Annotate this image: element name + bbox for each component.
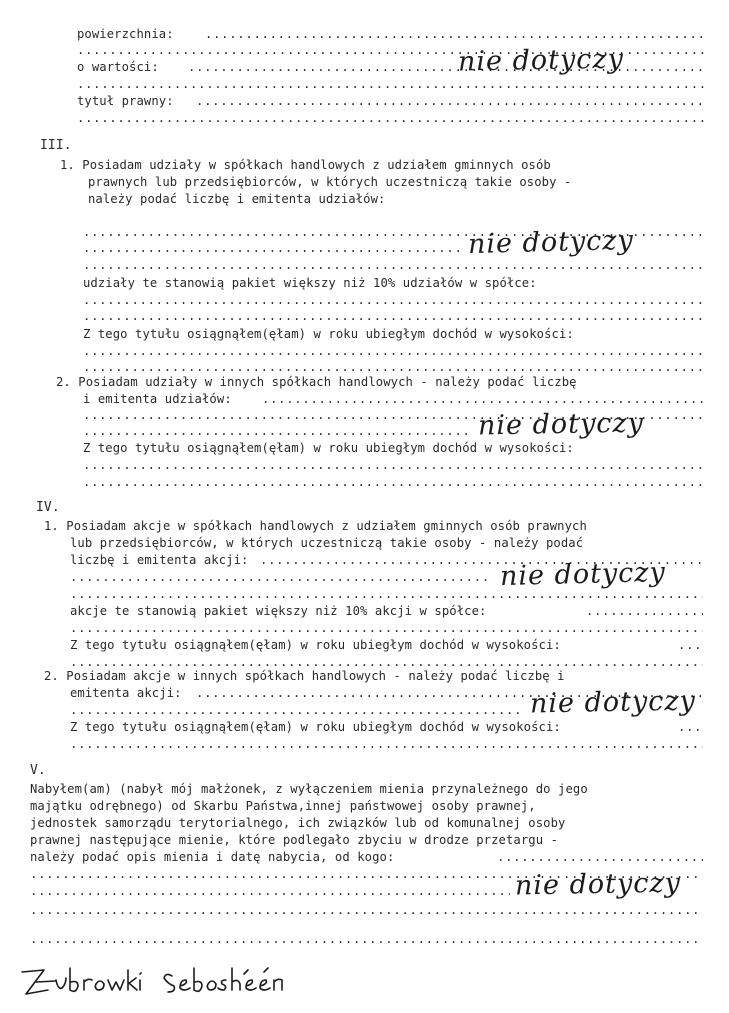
- iv-item1-dots-3: [70, 586, 703, 602]
- handwritten-answer-iv-1: nie dotyczy: [499, 556, 667, 593]
- v-dots-1: [497, 849, 703, 865]
- iv-item1-dots-2: [70, 569, 490, 585]
- iv-item1-stake-label: akcje te stanowią pakiet większy niż 10% akcji w spółce:: [70, 604, 487, 618]
- iv-item1-income-label: Z tego tytułu osiągnąłem(ęłam) w roku ubiegłym dochód w wysokości:: [70, 638, 561, 652]
- handwritten-answer-iii-1: nie dotyczy: [467, 224, 635, 261]
- iii-item1-dots-6: [83, 343, 703, 359]
- iv-item2-dots-3: [678, 719, 703, 735]
- value-dots-2: [77, 76, 705, 92]
- iv-item1-dots-4: [586, 603, 703, 619]
- legal-title-label: tytuł prawny:: [77, 94, 174, 108]
- handwritten-answer-iv-2: nie dotyczy: [529, 685, 697, 720]
- v-dots-4: [30, 902, 703, 918]
- iii-item2-line2: i emitenta udziałów:: [83, 392, 232, 406]
- handwritten-answer-iii-2: nie dotyczy: [477, 407, 645, 442]
- v-line3: jednostek samorządu terytorialnego, ich związków lub od komunalnej osoby: [30, 816, 566, 830]
- v-line5: należy podać opis mienia i datę nabycia, od kogo:: [30, 850, 395, 864]
- iii-item2-dots-1: [262, 391, 703, 407]
- iv-item1-line1: 1. Posiadam akcje w spółkach handlowych z udziałem gminnych osób prawnych: [44, 519, 587, 533]
- v-line4: prawnej następujące mienie, które podlegało zbyciu w drodze przetargu -: [30, 833, 559, 847]
- iii-item1-line1: 1. Posiadam udziały w spółkach handlowych z udziałem gminnych osób: [60, 158, 551, 172]
- v-dots-3: [30, 883, 510, 899]
- section-iv-heading: IV.: [36, 500, 60, 515]
- iii-item2-dots-3: [83, 423, 473, 439]
- iv-item1-line3: liczbę i emitenta akcji:: [70, 553, 249, 567]
- area-label: powierzchnia:: [77, 27, 174, 41]
- iv-item1-dots-5: [70, 620, 703, 636]
- handwritten-answer-value: nie dotyczy: [457, 43, 625, 78]
- area-dots: [205, 26, 705, 42]
- iii-item1-dots-7: [83, 359, 703, 375]
- v-dots-5: [30, 931, 703, 947]
- iii-item1-line3: należy podać liczbę i emitenta udziałów:: [88, 192, 386, 206]
- iv-item1-line2: lub przedsiębiorców, w których uczestniczą takie osoby - należy podać: [70, 536, 584, 550]
- iv-item2-dots-4: [70, 736, 703, 752]
- section-iii-heading: III.: [40, 138, 72, 153]
- iii-item1-income-label: Z tego tytułu osiągnąłem(ęłam) w roku ubiegłym dochód w wysokości:: [83, 327, 574, 341]
- handwritten-answer-v: nie dotyczy: [514, 867, 682, 902]
- iii-item2-income-label: Z tego tytułu osiągnąłem(ęłam) w roku ubiegłym dochód w wysokości:: [83, 441, 574, 455]
- v-line1: Nabyłem(am) (nabył mój małżonek, z wyłączeniem mienia przynależnego do jego: [30, 782, 588, 796]
- iv-item2-line1: 2. Posiadam akcje w innych spółkach handlowych - należy podać liczbę i: [44, 669, 565, 683]
- value-dots: [188, 59, 705, 75]
- iv-item1-dots-6: [678, 637, 703, 653]
- iv-item2-line2: emitenta akcji:: [70, 686, 182, 700]
- iii-item2-dots-5: [83, 474, 703, 490]
- iv-item2-income-label: Z tego tytułu osiągnąłem(ęłam) w roku ubiegłym dochód w wysokości:: [70, 720, 561, 734]
- value-label: o wartości:: [77, 60, 159, 74]
- iii-item2-dots-4: [83, 457, 703, 473]
- iii-item1-dots-4: [83, 292, 703, 308]
- section-v-heading: V.: [30, 763, 46, 778]
- v-line2: majątku odrębnego) od Skarbu Państwa,innej państwowej osoby prawnej,: [30, 799, 536, 813]
- iii-item1-line2: prawnych lub przedsiębiorców, w których uczestniczą takie osoby -: [88, 175, 572, 189]
- legal-title-dots-2: [77, 110, 705, 126]
- iii-item1-dots-2: [83, 240, 463, 256]
- iii-item1-dots-3: [83, 257, 703, 273]
- signature-image: [0, 950, 300, 1010]
- iii-item1-dots-5: [83, 308, 703, 324]
- iv-item2-dots-2: [70, 702, 520, 718]
- iii-item2-line1: 2. Posiadam udziały w innych spółkach handlowych - należy podać liczbę: [56, 375, 577, 389]
- legal-title-dots: [196, 93, 705, 109]
- iii-item1-stake-label: udziały te stanowią pakiet większy niż 10% udziałów w spółce:: [83, 276, 537, 290]
